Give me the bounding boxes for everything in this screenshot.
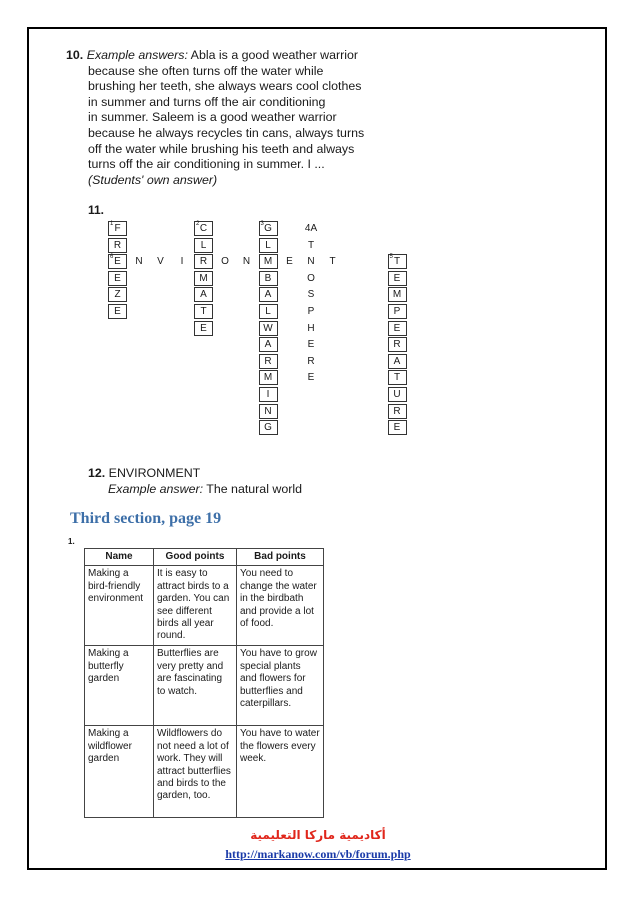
cell-letter: T [393,256,401,268]
clue-number: 5 [389,254,393,261]
cell-letter: G [264,422,272,434]
clue-number: 6 [110,254,114,261]
crossword-cell [388,404,407,419]
crossword-cell [237,254,256,269]
cell-letter: A [200,289,207,301]
q10-line: in summer and turns off the air conditioning [88,94,326,109]
crossword-cell [108,238,127,253]
row-name: Making a wildflower garden [85,726,154,818]
crossword-cell [259,387,278,402]
crossword-cell [194,271,213,286]
crossword-cell [259,287,278,302]
crossword-cell [108,221,127,236]
crossword-cell [388,254,407,269]
crossword-cell [388,420,407,435]
crossword-cell [302,238,321,253]
q12-lead: Example answer: [108,482,204,496]
cell-letter: F [114,223,121,234]
q10-line: turns off the air conditioning in summer. I ... [88,157,325,172]
section-title: Third section, page 19 [70,510,222,527]
cell-letter: M [263,372,273,384]
row-bad: You need to change the water in the birdbath and provide a lot of food. [237,566,324,646]
crossword-cell [302,370,321,385]
cell-letter: U [393,389,401,400]
footer-link[interactable]: http://markanow.com/vb/forum.php [225,847,411,861]
header-name: Name [85,549,154,566]
crossword-cell [388,370,407,385]
crossword-cell [302,337,321,352]
cell-letter: M [392,289,402,301]
crossword-cell [388,337,407,352]
crossword-cell [108,254,127,269]
q10-note: (Students' own answer) [88,172,218,187]
q10-lead: Example answers: [86,48,188,62]
crossword-cell [194,287,213,302]
cell-letter: A [310,223,318,234]
cell-letter: I [266,389,270,400]
row-good: It is easy to attract birds to a garden. You can see different birds all year round. [154,566,237,646]
cell-letter: T [307,239,315,251]
crossword-cell [194,221,213,236]
cell-letter: E [200,322,207,334]
row-good: Butterflies are very pretty and are fascinating to watch. [154,646,237,726]
crossword-cell [259,238,278,253]
cell-letter: P [393,306,401,317]
cell-letter: T [200,306,207,317]
cell-letter: P [307,306,315,317]
cell-letter: E [114,306,121,317]
crossword-cell [216,254,235,269]
cell-letter: B [264,272,272,284]
cell-letter: E [307,372,315,384]
cell-letter: E [393,422,401,434]
crossword-cell [388,387,407,402]
crossword-cell [173,254,192,269]
cell-letter: R [393,405,401,417]
crossword-cell [259,254,278,269]
q10-line: because she often turns off the water while [88,63,324,78]
crossword-cell [194,238,213,253]
crossword-cell [259,404,278,419]
crossword-cell [302,287,321,302]
row-good: Wildflowers do not need a lot of work. They will attract butterflies and birds to the garden, too. [154,726,237,818]
cell-letter: E [286,256,293,268]
cell-letter: I [180,256,184,268]
q10-line: because he always recycles tin cans, always turns [88,125,365,140]
cell-letter: R [307,355,315,367]
cell-letter: Z [114,289,121,301]
crossword-cell [302,321,321,336]
row-bad: You have to grow special plants and flowers for butterflies and caterpillars. [237,646,324,726]
crossword-cell [388,287,407,302]
q10-line: in summer. Saleem is a good weather warrior [88,110,337,125]
cell-letter: L [200,239,207,251]
table-row [85,726,324,818]
crossword-cell [108,271,127,286]
cell-letter: R [113,239,122,251]
cell-letter: R [199,256,208,268]
cell-letter: G [264,223,272,234]
crossword-cell [280,254,299,269]
cell-letter: O [307,272,315,284]
table-row [85,646,324,726]
q10-line: brushing her teeth, she always wears cool clothes [88,79,362,94]
crossword-cell [259,420,278,435]
cell-letter: E [114,272,121,284]
cell-letter: M [199,272,208,284]
cell-letter: N [264,405,272,417]
q12-text: The natural world [203,482,302,496]
points-table [84,548,324,818]
row-name: Making a butterfly garden [85,646,154,726]
q10-line: off the water while brushing his teeth and always [88,141,355,156]
cell-letter: W [263,322,273,334]
crossword-cell [259,271,278,286]
crossword-cell [302,354,321,369]
cell-letter: N [242,256,251,268]
crossword-cell [259,337,278,352]
crossword-cell [388,321,407,336]
clue-number: 3 [260,221,264,227]
header-bad-points: Bad points [237,549,324,566]
q1-number: 1. [68,537,75,546]
crossword-cell [151,254,170,269]
header-good-points: Good points [154,549,237,566]
clue-number: 4 [304,223,311,234]
crossword-cell [108,287,127,302]
crossword-cell [108,304,127,319]
crossword-cell [302,221,321,236]
cell-letter: C [199,223,208,234]
cell-letter: E [114,256,121,268]
crossword-cell [302,304,321,319]
row-name: Making a bird-friendly environment [85,566,154,646]
cell-letter: N [135,256,143,268]
cell-letter: O [221,256,229,268]
q12-number: 12. [88,466,106,480]
crossword-cell [194,254,213,269]
cell-letter: M [263,256,273,268]
cell-letter: A [264,339,272,351]
table-header-row [85,549,324,566]
crossword-cell [194,304,213,319]
q12-answer: ENVIRONMENT [105,466,201,480]
cell-letter: E [393,272,401,284]
cell-letter: E [307,339,315,351]
crossword-cell [302,254,321,269]
footer-academy-name: أكاديمية ماركا التعليمية [250,828,386,842]
cell-letter: A [264,289,272,301]
crossword-cell [259,321,278,336]
cell-letter: N [307,256,315,268]
q11-number: 11. [88,203,105,217]
crossword-cell [388,304,407,319]
clue-number: 1 [110,221,114,227]
row-bad: You have to water the flowers every week. [237,726,324,818]
crossword-cell [130,254,149,269]
crossword-cell [259,370,278,385]
cell-letter: T [329,256,336,268]
clue-number: 2 [196,221,200,227]
q10-number: 10. [66,48,84,62]
cell-letter: L [265,306,271,317]
crossword-cell [302,271,321,286]
crossword-cell [259,354,278,369]
q10-line: Abla is a good weather warrior [187,48,359,62]
cell-letter: S [307,289,315,301]
cell-letter: R [393,339,401,351]
question-10 [66,48,396,188]
cell-letter: A [393,355,401,367]
cell-letter: R [264,355,272,367]
cell-letter: H [307,322,315,334]
cell-letter: E [393,322,401,334]
cell-letter: T [393,372,401,384]
crossword-cell [259,304,278,319]
cell-letter: L [265,239,271,251]
crossword-cell [259,221,278,236]
crossword-cell [323,254,342,269]
cell-letter: V [157,256,164,268]
crossword-cell [388,271,407,286]
crossword-cell [194,321,213,336]
table-row [85,566,324,646]
crossword-cell [388,354,407,369]
question-12 [88,465,302,497]
